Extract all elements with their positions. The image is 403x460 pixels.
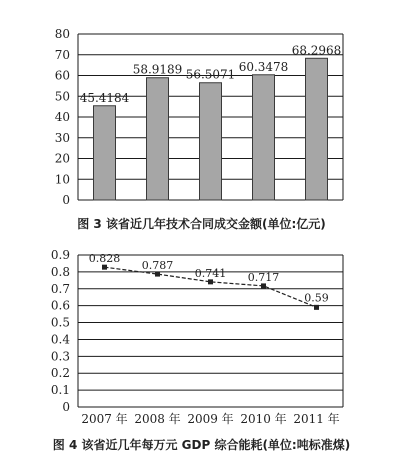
bar (306, 58, 328, 200)
y-tick-label: 0.3 (50, 349, 70, 364)
bar (147, 78, 169, 200)
bar-value-label: 45.4184 (79, 90, 130, 105)
y-tick-label: 80 (54, 27, 70, 41)
bar-value-label: 60.3478 (238, 59, 289, 74)
y-tick-label: 10 (54, 172, 70, 187)
y-tick-label: 0.1 (50, 383, 70, 398)
x-tick-label: 2009 年 (187, 412, 234, 426)
bar (94, 106, 116, 200)
y-tick-label: 30 (54, 130, 70, 145)
bar-value-label: 56.5071 (185, 67, 236, 82)
y-tick-label: 0.4 (50, 332, 70, 347)
y-tick-label: 60 (54, 68, 70, 83)
y-tick-label: 70 (54, 47, 70, 62)
bar-value-label: 58.9189 (132, 62, 183, 77)
y-tick-label: 0.5 (50, 315, 70, 330)
line-chart-title: 图 4 该省近几年每万元 GDP 综合能耗(单位:吨标准煤) (52, 438, 351, 452)
y-tick-label: 0.8 (50, 264, 70, 279)
point-value-label: 0.717 (247, 270, 280, 284)
point-value-label: 0.741 (194, 266, 227, 280)
data-point (155, 272, 160, 277)
y-tick-label: 0.6 (50, 298, 70, 313)
y-tick-label: 0 (62, 400, 70, 414)
x-tick-label: 2010 年 (240, 412, 287, 426)
y-tick-label: 20 (54, 151, 70, 166)
x-tick-label: 2008 年 (134, 412, 181, 426)
y-tick-label: 40 (54, 110, 70, 124)
y-tick-label: 0.9 (50, 248, 70, 262)
line-chart-energy-consumption (0, 236, 403, 456)
bar (200, 83, 222, 200)
y-tick-label: 50 (54, 89, 70, 104)
point-value-label: 0.828 (88, 252, 121, 266)
data-point (314, 305, 319, 310)
bar-chart-tech-contracts (0, 0, 403, 215)
y-tick-label: 0 (62, 193, 70, 207)
point-value-label: 0.787 (141, 259, 174, 273)
point-value-label: 0.59 (304, 291, 329, 305)
bar-value-label: 68.2968 (291, 43, 342, 58)
bar-chart-title: 图 3 该省近几年技术合同成交金额(单位:亿元) (77, 217, 326, 231)
data-point (102, 265, 107, 270)
x-tick-label: 2007 年 (81, 412, 128, 426)
data-point (261, 283, 266, 288)
y-tick-label: 0.2 (50, 366, 70, 381)
x-tick-label: 2011 年 (293, 412, 340, 426)
data-point (208, 279, 213, 284)
y-tick-label: 0.7 (50, 281, 70, 296)
bar (253, 75, 275, 200)
